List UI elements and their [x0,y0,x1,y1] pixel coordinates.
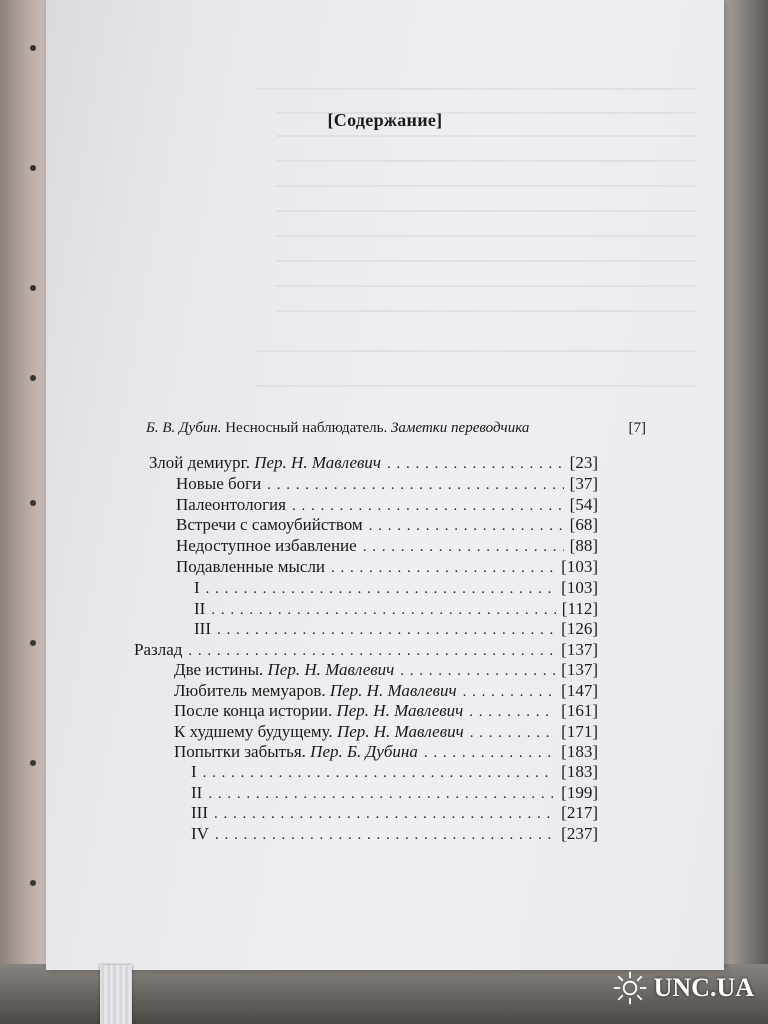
toc-page-number: [23] [569,453,598,472]
toc-entry [174,701,598,721]
toc-page-number: [147] [561,680,598,700]
toc-entry [176,495,598,515]
watermark-text: UNC.UA [653,973,754,1002]
toc-page-number: [137] [561,640,598,659]
leader-dots [470,725,555,742]
toc-entry-title: Недоступное избавление [176,536,357,556]
toc-entry [176,474,598,494]
leader-dots [331,560,555,577]
toc-entry [176,557,598,577]
binding-thread [30,880,36,886]
toc-page-number: [161] [561,701,598,721]
translator-note: Пер. Н. Мавлевич [254,453,382,472]
toc-entry-title: Подавленные мысли [176,557,326,576]
toc-entry-title: III [194,619,211,639]
translator-note: Пер. Н. Мавлевич [336,701,464,721]
binding-thread [30,45,36,51]
leader-dots [400,663,555,680]
toc-entry [194,619,598,639]
leader-dots [203,765,556,782]
toc-entry-title: Новые боги [176,473,262,493]
toc-entry-title: Встречи с самоубийством [176,515,363,535]
leader-dots [188,643,555,660]
toc-page-number: [217] [561,803,598,823]
bookmark-ribbon [100,965,132,1024]
toc-page-number: [183] [561,762,598,782]
toc-page-number: [237] [561,823,598,843]
leader-dots [206,581,556,598]
leader-dots [387,456,564,473]
toc-entry [174,722,598,742]
toc-page-number: [171] [561,721,598,741]
binding-thread [30,760,36,766]
toc-entry [176,536,598,556]
leader-dots [463,684,556,701]
toc-entry [191,824,598,844]
toc-entry-title: Разлад [134,640,183,659]
toc-page-number: [103] [561,557,598,576]
toc-entry-title: Злой демиург. Пер. Н. Мавлевич [149,453,382,472]
toc-entry [174,742,598,762]
translator-note: Пер. Н. Мавлевич [336,721,464,741]
translator-note: Пер. Н. Мавлевич [267,660,395,680]
leader-dots [267,477,563,494]
toc-entry-title: Б. В. Дубин. Несносный наблюдатель. Заметки переводчика [146,420,530,436]
toc-entry-title: Две истины. Пер. Н. Мавлевич [174,660,395,680]
translator-note: Пер. Н. Мавлевич [329,680,457,700]
toc-entry [134,640,598,660]
toc-page-number: [37] [569,473,598,493]
binding-thread [30,165,36,171]
toc-entry [174,660,598,680]
leader-dots [469,704,555,721]
leader-dots [215,827,555,844]
binding-thread [30,500,36,506]
leader-dots [369,518,564,535]
leader-dots [211,602,555,619]
toc-page-number: [54] [569,494,598,514]
toc-entry [191,803,598,823]
toc-entry [149,453,598,473]
leader-dots [214,806,555,823]
leader-dots [292,498,564,515]
toc-page-number: [112] [561,598,598,618]
toc-page-number: [103] [561,577,598,597]
toc-page-number: [7] [628,420,646,436]
toc-entry-title: II [194,598,206,618]
page-title: [Содержание] [327,110,443,130]
toc-entry-title: III [191,803,208,823]
binding-thread [30,375,36,381]
toc-entry-title: Попытки забытья. Пер. Б. Дубина [174,742,418,761]
toc-page-number: [137] [561,660,598,680]
toc-entry-title: К худшему будущему. Пер. Н. Мавлевич [174,721,464,741]
toc-page-number: [88] [569,536,598,556]
toc-page-number: [68] [569,515,598,535]
leader-dots [208,786,555,803]
toc-entry [194,578,598,598]
toc-entry [174,681,598,701]
watermark [612,970,754,1006]
toc-entry-title: IV [191,823,209,843]
toc-entry-title: I [194,577,200,597]
translator-note: Пер. Б. Дубина [310,742,418,761]
leader-dots [363,539,564,556]
binding-thread [30,640,36,646]
toc-entry-title: I [191,762,197,782]
toc-entry-intro [146,420,646,437]
toc-page-number: [126] [561,619,598,639]
toc-page-number: [199] [561,782,598,802]
toc-entry-title: После конца истории. Пер. Н. Мавлевич [174,701,464,721]
binding-thread [30,285,36,291]
leader-dots [217,622,555,639]
toc-page-number: [183] [561,742,598,761]
toc-entry-title: Палеонтология [176,494,286,514]
book-page [46,0,724,970]
sun-logo-icon [612,970,648,1006]
toc-entry [176,515,598,535]
toc-entry-title: II [191,782,203,802]
leader-dots [424,745,555,762]
toc-entry [194,599,598,619]
toc-entry-title: Любитель мемуаров. Пер. Н. Мавлевич [174,680,457,700]
toc-entry [191,783,598,803]
toc-entry [191,762,598,782]
